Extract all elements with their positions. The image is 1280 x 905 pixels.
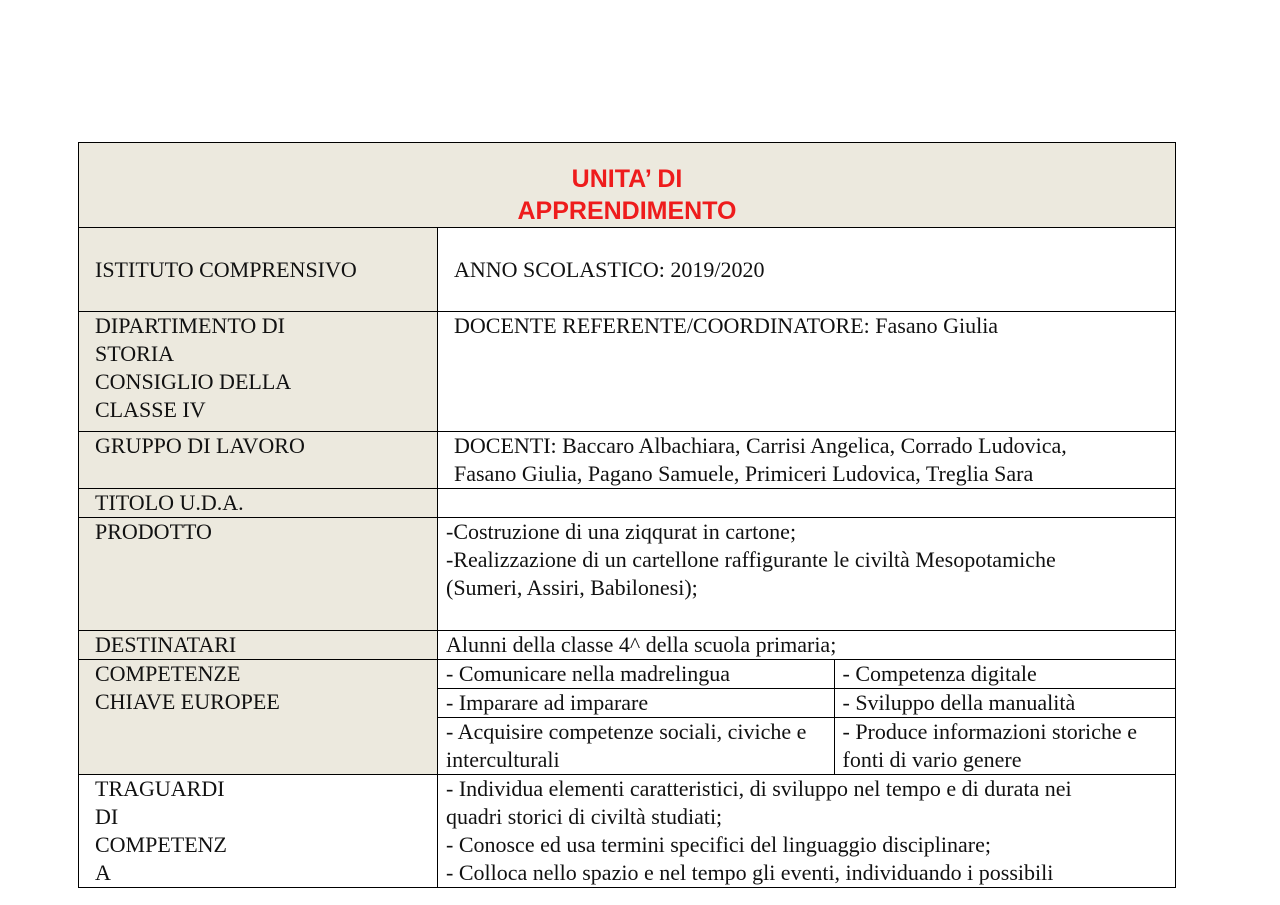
competenze-label-line: CHIAVE EUROPEE <box>95 689 280 714</box>
gruppo-row <box>79 432 1176 489</box>
prodotto-line: (Sumeri, Assiri, Babilonesi); <box>446 575 698 600</box>
dipartimento-label <box>79 312 438 432</box>
traguardi-row <box>79 775 1176 888</box>
prodotto-label: PRODOTTO <box>79 518 438 631</box>
traguardi-label <box>79 775 438 888</box>
competenze-grid-row <box>438 660 1176 689</box>
docenti-line: DOCENTI: Baccaro Albachiara, Carrisi Angelica, Corrado Ludovica, <box>454 433 1067 458</box>
competenza-item: - Competenza digitale <box>834 660 1176 689</box>
traguardi-line: - Individua elementi caratteristici, di sviluppo nel tempo e di durata nei <box>446 776 1072 801</box>
title-line-2: APPRENDIMENTO <box>517 197 737 225</box>
dipartimento-label-line: CLASSE IV <box>95 397 206 422</box>
titolo-row <box>79 489 1176 518</box>
traguardi-value <box>438 775 1176 888</box>
uda-table <box>78 142 1176 888</box>
titolo-value <box>438 489 1176 518</box>
gruppo-label: GRUPPO DI LAVORO <box>79 432 438 489</box>
competenza-item: - Produce informazioni storiche e fonti di vario genere <box>834 718 1176 775</box>
competenze-label-line: COMPETENZE <box>95 661 241 686</box>
traguardi-label-line: DI <box>95 804 119 829</box>
competenze-label <box>79 660 438 775</box>
docenti-line: Fasano Giulia, Pagano Samuele, Primiceri Ludovica, Treglia Sara <box>454 461 1034 486</box>
dipartimento-row <box>79 312 1176 432</box>
gruppo-value <box>438 432 1176 489</box>
dipartimento-label-line: CONSIGLIO DELLA <box>95 369 292 394</box>
competenza-item: - Acquisire competenze sociali, civiche e interculturali <box>438 718 834 775</box>
document-title <box>79 143 1176 228</box>
dipartimento-label-line: STORIA <box>95 341 175 366</box>
docente-referente-value: DOCENTE REFERENTE/COORDINATORE: Fasano Giulia <box>438 312 1176 432</box>
traguardi-line: quadri storici di civiltà studiati; <box>446 804 723 829</box>
destinatari-label: DESTINATARI <box>79 631 438 660</box>
competenza-item: - Sviluppo della manualità <box>834 689 1176 718</box>
title-line-1: UNITA’ DI <box>571 165 683 193</box>
prodotto-line: -Costruzione di una ziqqurat in cartone; <box>446 519 797 544</box>
competenze-grid <box>438 660 1176 774</box>
prodotto-row <box>79 518 1176 631</box>
traguardi-label-line: TRAGUARDI <box>95 776 225 801</box>
competenze-row <box>79 660 1176 775</box>
dipartimento-label-line: DIPARTIMENTO DI <box>95 313 285 338</box>
competenze-grid-cell <box>438 660 1176 775</box>
titolo-label: TITOLO U.D.A. <box>79 489 438 518</box>
competenze-grid-row <box>438 689 1176 718</box>
title-row <box>79 143 1176 228</box>
prodotto-line: -Realizzazione di un cartellone raffigurante le civiltà Mesopotamiche <box>446 547 1056 572</box>
traguardi-label-line: A <box>95 860 111 885</box>
competenza-item: - Comunicare nella madrelingua <box>438 660 834 689</box>
anno-scolastico-value: ANNO SCOLASTICO: 2019/2020 <box>438 228 1176 312</box>
traguardi-line: - Conosce ed usa termini specifici del linguaggio disciplinare; <box>446 832 991 857</box>
competenze-grid-row <box>438 718 1176 775</box>
traguardi-line: - Colloca nello spazio e nel tempo gli eventi, individuando i possibili <box>446 860 1054 885</box>
destinatari-row <box>79 631 1176 660</box>
istituto-label: ISTITUTO COMPRENSIVO <box>79 228 438 312</box>
prodotto-value <box>438 518 1176 631</box>
destinatari-value: Alunni della classe 4^ della scuola primaria; <box>438 631 1176 660</box>
istituto-row <box>79 228 1176 312</box>
traguardi-label-line: COMPETENZ <box>95 832 227 857</box>
competenza-item: - Imparare ad imparare <box>438 689 834 718</box>
